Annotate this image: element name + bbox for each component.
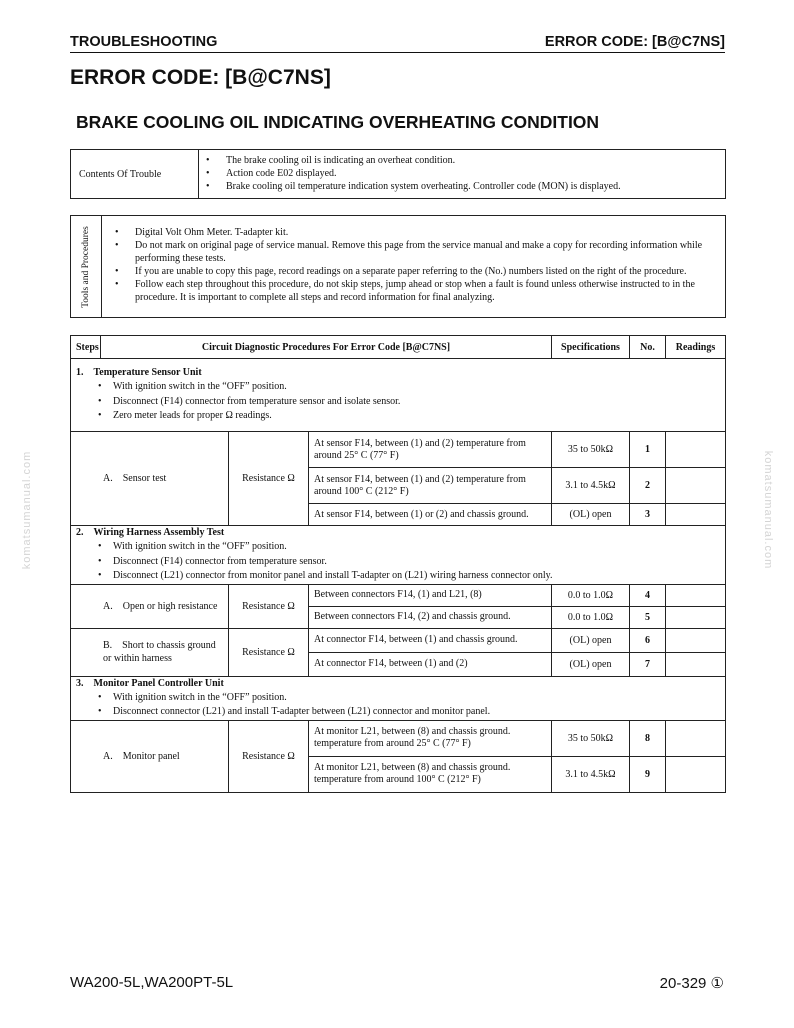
step-number: 9 <box>630 756 666 792</box>
specification: 3.1 to 4.5kΩ <box>552 468 630 504</box>
tools-label-cell <box>71 216 102 317</box>
table-row <box>71 628 726 652</box>
step-number: 3 <box>630 504 666 526</box>
footer-page-number: 20-329 ① <box>659 975 724 992</box>
col-no: No. <box>630 336 666 359</box>
table-row <box>71 720 726 756</box>
page-header <box>70 34 725 53</box>
reading-cell[interactable] <box>666 720 726 756</box>
trouble-label: Contents Of Trouble <box>71 150 199 198</box>
test-label: A. Monitor panel <box>71 720 229 792</box>
test-description: At connector F14, between (1) and chassis ground. <box>309 628 552 652</box>
col-steps: Steps <box>71 336 101 359</box>
trouble-item: • The brake cooling oil is indicating an overheat condition. <box>200 154 621 167</box>
section-note: • Zero meter leads for proper Ω readings. <box>76 409 720 424</box>
reading-cell[interactable] <box>666 628 726 652</box>
watermark-left: komatsumanual.com <box>21 450 33 570</box>
section-note: • With ignition switch in the “OFF” position. <box>76 691 720 706</box>
test-type: Resistance Ω <box>229 720 309 792</box>
section-note: • With ignition switch in the “OFF” position. <box>76 380 720 395</box>
section-row <box>71 359 726 432</box>
step-number: 6 <box>630 628 666 652</box>
section-row <box>71 526 726 585</box>
watermark-right: komatsumanual.com <box>762 450 774 570</box>
reading-cell[interactable] <box>666 468 726 504</box>
specification: (OL) open <box>552 628 630 652</box>
specification: 0.0 to 1.0Ω <box>552 584 630 606</box>
col-specifications: Specifications <box>552 336 630 359</box>
test-label: B. Short to chassis ground or within harness <box>71 628 229 676</box>
section-row <box>71 676 726 720</box>
specification: (OL) open <box>552 504 630 526</box>
specification: 3.1 to 4.5kΩ <box>552 756 630 792</box>
footer-model: WA200-5L,WA200PT-5L <box>70 974 234 991</box>
reading-cell[interactable] <box>666 432 726 468</box>
specification: 35 to 50kΩ <box>552 720 630 756</box>
header-error-code: ERROR CODE: [B@C7NS] <box>544 34 725 50</box>
col-readings: Readings <box>666 336 726 359</box>
tools-item: • If you are unable to copy this page, record readings on a separate paper referring to the (No.) numbers listed on the right of the procedure. <box>109 265 719 278</box>
reading-cell[interactable] <box>666 584 726 606</box>
table-row <box>71 432 726 468</box>
trouble-list <box>200 154 621 193</box>
tools-box <box>70 215 726 318</box>
section-note: • With ignition switch in the “OFF” position. <box>76 540 720 555</box>
step-number: 1 <box>630 432 666 468</box>
test-description: At connector F14, between (1) and (2) <box>309 652 552 676</box>
tools-item: • Digital Volt Ohm Meter. T-adapter kit. <box>109 226 719 239</box>
reading-cell[interactable] <box>666 606 726 628</box>
section-note: • Disconnect (L21) connector from monitor panel and install T-adapter on (L21) wiring harness connector only. <box>76 569 720 584</box>
reading-cell[interactable] <box>666 504 726 526</box>
table-row <box>71 584 726 606</box>
test-type: Resistance Ω <box>229 584 309 628</box>
section-note: • Disconnect (F14) connector from temperature sensor. <box>76 555 720 570</box>
test-description: At sensor F14, between (1) and (2) temperature from around 25° C (77° F) <box>309 432 552 468</box>
reading-cell[interactable] <box>666 652 726 676</box>
reading-cell[interactable] <box>666 756 726 792</box>
diagnostic-table <box>70 335 726 793</box>
test-label: A. Open or high resistance <box>71 584 229 628</box>
test-type: Resistance Ω <box>229 432 309 526</box>
trouble-box <box>70 149 726 199</box>
trouble-item: • Brake cooling oil temperature indication system overheating. Controller code (MON) is displayed. <box>200 180 621 193</box>
section-title: 2. Wiring Harness Assembly Test <box>76 527 225 538</box>
step-number: 8 <box>630 720 666 756</box>
test-description: At monitor L21, between (8) and chassis ground. temperature from around 25° C (77° F) <box>309 720 552 756</box>
test-label: A. Sensor test <box>71 432 229 526</box>
tools-label: Tools and Procedures <box>81 225 91 308</box>
step-number: 7 <box>630 652 666 676</box>
tools-item: • Follow each step throughout this procedure, do not skip steps, jump ahead or stop when a fault is found unless otherwise instructed to in the procedure. It is important to complete all steps and record information for final analyzing. <box>109 278 719 304</box>
test-type: Resistance Ω <box>229 628 309 676</box>
test-description: Between connectors F14, (1) and L21, (8) <box>309 584 552 606</box>
test-description: At monitor L21, between (8) and chassis ground. temperature from around 100° C (212° F) <box>309 756 552 792</box>
test-description: Between connectors F14, (2) and chassis ground. <box>309 606 552 628</box>
section-note: • Disconnect (F14) connector from temperature sensor and isolate sensor. <box>76 395 720 410</box>
page-title: ERROR CODE: [B@C7NS] <box>70 66 331 89</box>
specification: 35 to 50kΩ <box>552 432 630 468</box>
section-title: 3. Monitor Panel Controller Unit <box>76 677 224 689</box>
tools-item: • Do not mark on original page of service manual. Remove this page from the service manual and make a copy for recording information while performing these tests. <box>109 239 719 265</box>
tools-list <box>109 226 719 304</box>
trouble-item: • Action code E02 displayed. <box>200 167 621 180</box>
table-header-row <box>71 336 726 359</box>
step-number: 5 <box>630 606 666 628</box>
step-number: 2 <box>630 468 666 504</box>
header-section: TROUBLESHOOTING <box>70 34 218 50</box>
specification: 0.0 to 1.0Ω <box>552 606 630 628</box>
test-description: At sensor F14, between (1) and (2) temperature from around 100° C (212° F) <box>309 468 552 504</box>
col-procedure: Circuit Diagnostic Procedures For Error Code [B@C7NS] <box>101 336 552 359</box>
test-description: At sensor F14, between (1) or (2) and chassis ground. <box>309 504 552 526</box>
specification: (OL) open <box>552 652 630 676</box>
section-title: 1. Temperature Sensor Unit <box>76 367 202 379</box>
step-number: 4 <box>630 584 666 606</box>
page-subtitle: BRAKE COOLING OIL INDICATING OVERHEATING CONDITION <box>76 112 600 132</box>
section-note: • Disconnect connector (L21) and install T-adapter between (L21) connector and monitor panel. <box>76 705 720 720</box>
